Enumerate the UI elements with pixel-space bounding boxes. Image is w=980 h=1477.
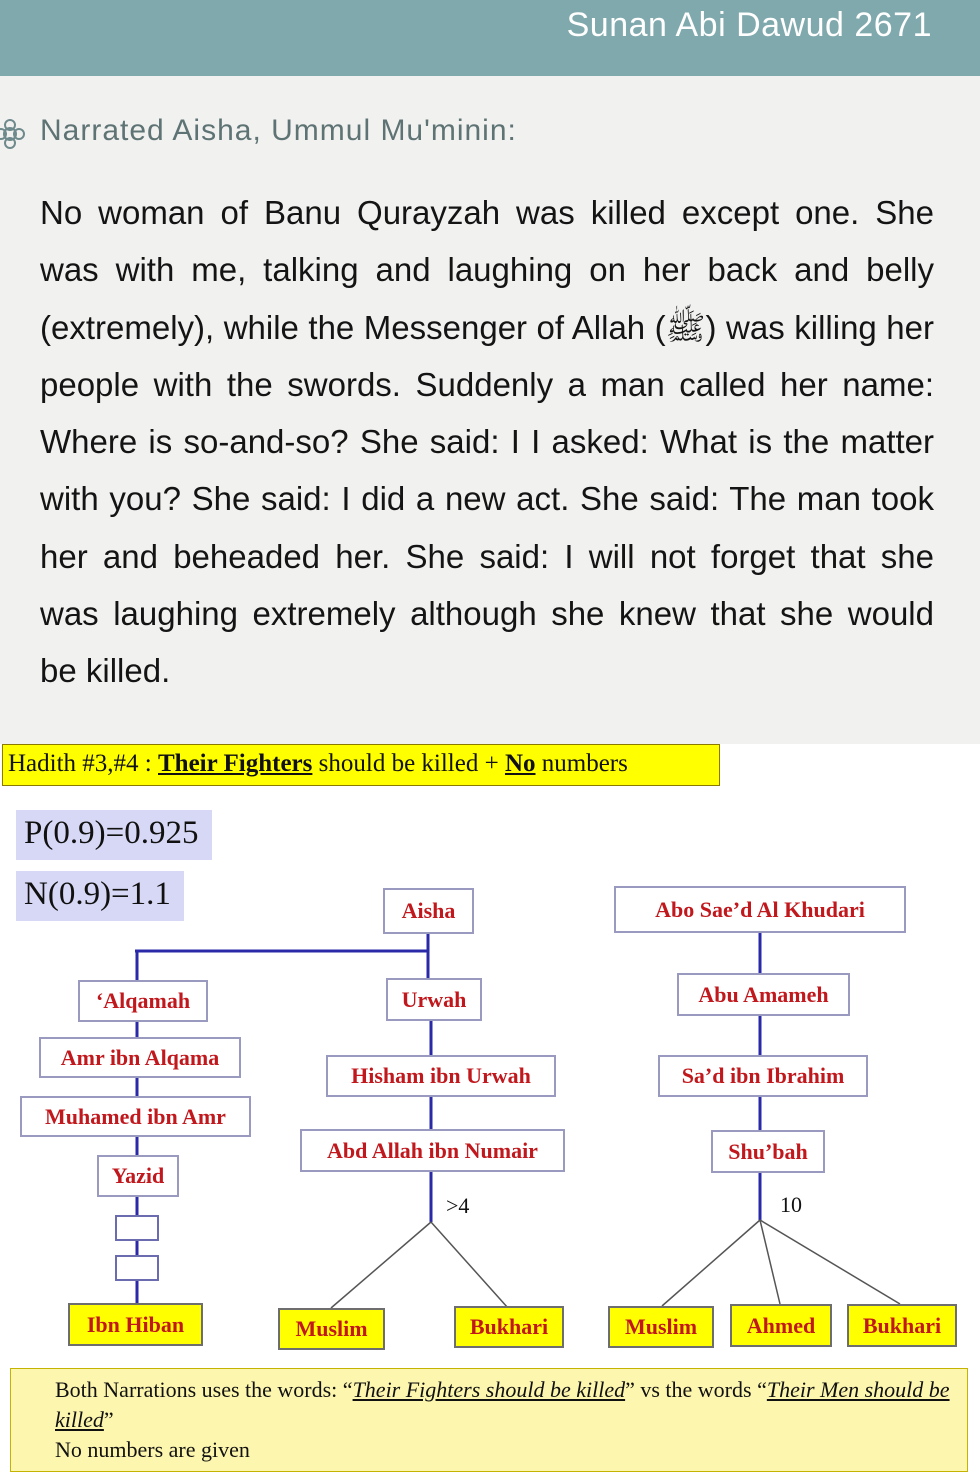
banner-suffix: numbers xyxy=(535,750,628,777)
edge-to-bukhari-2 xyxy=(760,1220,900,1304)
edge-to-ahmed xyxy=(760,1220,780,1304)
banner-prefix: Hadith #3,#4 : xyxy=(8,750,158,777)
node-hisham-ibn-urwah: Hisham ibn Urwah xyxy=(326,1055,556,1097)
node-unnamed-1 xyxy=(115,1215,159,1241)
node-muslim-1: Muslim xyxy=(278,1308,385,1350)
node-bukhari-1: Bukhari xyxy=(454,1306,564,1348)
node-muhamed-ibn-amr: Muhamed ibn Amr xyxy=(20,1096,251,1137)
node-abo-saed-al-khudari: Abo Sae’d Al Khudari xyxy=(614,886,906,933)
comparison-note xyxy=(10,1368,968,1472)
banner-fighters: Their Fighters xyxy=(158,750,313,777)
narrator-line: Narrated Aisha, Ummul Mu'minin: xyxy=(40,114,517,147)
edge-label-middle-count: >4 xyxy=(446,1193,470,1218)
note-text-c: ” xyxy=(103,1407,114,1432)
page-title: Sunan Abi Dawud 2671 xyxy=(566,6,932,44)
hadith-text: No woman of Banu Qurayzah was killed except one. She was with me, talking and laughing on her back and belly (extremely), while the Messenger of Allah (ﷺ) was killing her people with the swords. Suddenly a man called her name: Where is so-and-so? She said: I I asked: What is the matter with you? She said: I did a new act. She said: The man took her and beheaded her. She said: I will not forget that she was laughing extremely although she knew that she would be killed. xyxy=(40,194,934,690)
node-unnamed-2 xyxy=(115,1255,159,1281)
edge-label-right-count: 10 xyxy=(780,1192,802,1217)
node-alqamah: ‘Alqamah xyxy=(78,980,208,1022)
node-yazid: Yazid xyxy=(97,1155,179,1197)
note-line-2: No numbers are given xyxy=(55,1437,250,1462)
note-quote-men: Their Men should be killed xyxy=(55,1377,950,1432)
banner-middle: should be killed + xyxy=(312,750,505,777)
node-amr-ibn-alqama: Amr ibn Alqama xyxy=(39,1037,241,1078)
number-stat: N(0.9)=1.1 xyxy=(16,871,184,921)
node-abu-amameh: Abu Amameh xyxy=(677,973,850,1016)
node-ibn-hiban: Ibn Hiban xyxy=(68,1303,203,1346)
probability-stat: P(0.9)=0.925 xyxy=(16,810,212,860)
banner-no: No xyxy=(504,750,536,777)
edge-to-bukhari-1 xyxy=(431,1222,508,1308)
note-text-b: ” vs the words “ xyxy=(625,1377,767,1402)
node-abd-allah-ibn-numair: Abd Allah ibn Numair xyxy=(300,1129,565,1172)
note-line-1 xyxy=(55,1375,967,1435)
node-aisha: Aisha xyxy=(383,888,474,934)
node-sad-ibn-ibrahim: Sa’d ibn Ibrahim xyxy=(658,1055,868,1097)
node-ahmed: Ahmed xyxy=(730,1304,832,1347)
edge-to-muslim-2 xyxy=(662,1220,760,1306)
node-muslim-2: Muslim xyxy=(608,1306,714,1348)
edge-to-muslim-1 xyxy=(331,1222,431,1308)
node-shubah: Shu’bah xyxy=(711,1130,825,1173)
note-text-a: Both Narrations uses the words: “ xyxy=(55,1377,353,1402)
node-urwah: Urwah xyxy=(386,978,482,1021)
node-bukhari-2: Bukhari xyxy=(847,1304,957,1347)
note-quote-fighters: Their Fighters should be killed xyxy=(352,1377,626,1402)
